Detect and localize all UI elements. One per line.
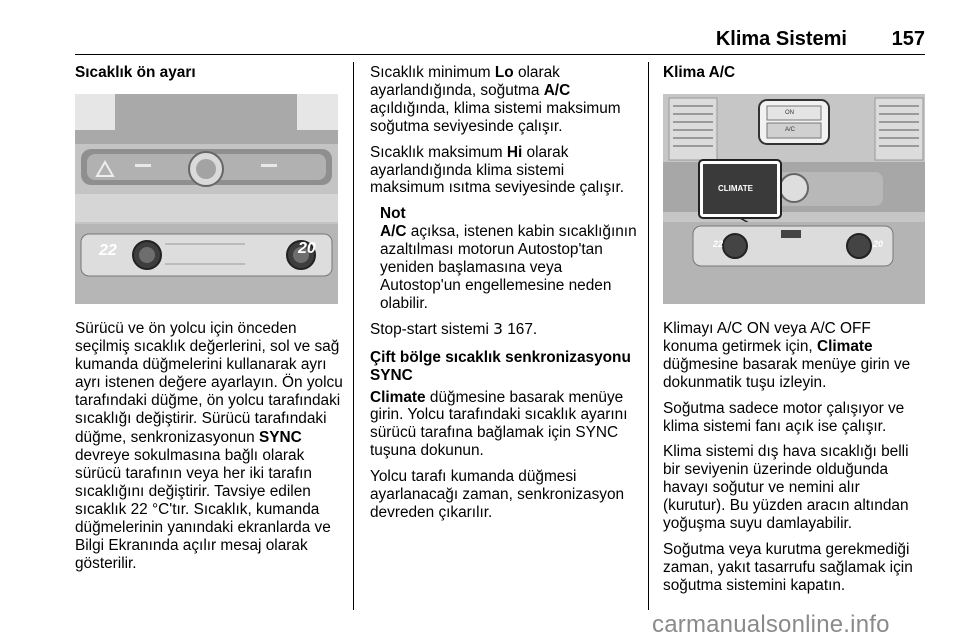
climate-label: Climate (370, 388, 426, 406)
column-1-body (75, 320, 345, 581)
chapter-title: Klima Sistemi (715, 28, 847, 50)
paragraph-max-temp (370, 144, 638, 198)
passenger-temp-display: 20 (873, 239, 884, 249)
column-3 (663, 64, 925, 90)
note-text: açıksa, istenen kabin sıcaklığının azaltılması motorun Autostop'tan yeniden başlamasına veya Autostop'un engellemesine neden olabilir. (380, 223, 637, 312)
footer-watermark: carmanualsonline.info (652, 611, 890, 638)
text-run: devreye sokulmasına bağlı olarak sürücü tarafının veya her iki tarafın sıcaklığını değiştirir. Tavsiye edilen sıcaklık 22 °C'tır. Sıcaklık, kumanda düğmelerinin yanındaki ekranlarda ve Bilgi Ekranında açılır mesaj olarak gösterilir. (75, 446, 331, 573)
text-run: olarak ayarlandığında klima sistemi maksimum ısıtma seviyesinde çalışır. (370, 143, 625, 197)
column-divider-left (353, 62, 354, 610)
reference-page[interactable]: 167. (502, 320, 538, 338)
on-button-label: ON (785, 110, 794, 116)
climate-ac-figure (663, 94, 925, 304)
text-run: düğmesine basarak menüye girin ve dokunmatik tuşu izleyin. (663, 355, 911, 391)
text-run: senkronizasyonun (130, 428, 259, 446)
sync-label: SYNC (258, 428, 302, 446)
temperature-knobs-illustration (75, 94, 338, 304)
column-2 (370, 64, 638, 530)
passenger-temp-display: 20 (298, 240, 316, 257)
text-run: Sürücü ve ön yolcu için önceden seçilmiş sıcaklık değerlerini, sol ve sağ kumanda düğmelerini kullanarak ayrı ayrı istenen değere ayarlayın. Ön yolcu tarafındaki düğme, ön yolcu tarafındaki sıcaklığı değiştirir. Sürücü tarafındaki düğme, (75, 320, 343, 446)
temperature-knobs-figure (75, 94, 338, 304)
paragraph-ac-dehumidify: Klima sistemi dış hava sıcaklığı belli bir seviyenin üzerinde olduğunda havayı soğutur ve nemini alır (kurutur). Bu yüzden aracın altından yoğuşma suyu damlayabilir. (663, 443, 909, 533)
driver-temp-display: 22 (99, 242, 117, 259)
column-1 (75, 64, 345, 90)
text-run: olarak ayarlandığında, soğutma (370, 64, 560, 99)
column-divider-right (648, 62, 649, 610)
ac-label: A/C (380, 223, 407, 241)
text-run: Sıcaklık maksimum (370, 143, 507, 161)
lo-label: Lo (494, 64, 514, 81)
paragraph-sync (370, 389, 638, 461)
ac-button-label: A/C (785, 127, 796, 133)
reference-arrow-icon: 3 (493, 319, 503, 338)
page-number: 157 (891, 28, 925, 50)
text-run: düğmesine basarak menüye girin. Yolcu tarafındaki sıcaklık ayarını sürücü tarafına bağlamak için SYNC tuşuna dokunun. (370, 388, 628, 460)
text-run: Stop-start sistemi (370, 320, 494, 338)
paragraph-temperature-adjust (75, 320, 345, 573)
column-3-body (663, 320, 925, 603)
text-run: açıldığında, klima sistemi maksimum soğutma seviyesinde çalışır. (370, 99, 621, 135)
hi-label: Hi (506, 143, 523, 161)
climate-touch-key-label: CLIMATE (718, 184, 753, 193)
section-heading-ac: Klima A/C (663, 64, 736, 81)
paragraph-min-temp (370, 64, 638, 136)
paragraph-ac-fuel-saving: Soğutma veya kurutma gerekmediği zaman, yakıt tasarrufu sağlamak için soğutma sistemini kapatın. (663, 540, 913, 594)
cross-reference (370, 321, 638, 339)
text-run: Sıcaklık minimum (370, 64, 495, 81)
climate-label: Climate (816, 337, 873, 355)
note-title: Not (380, 205, 406, 223)
paragraph-ac-condition: Soğutma sadece motor çalışıyor ve klima sistemi fanı açık ise çalışır. (663, 399, 905, 435)
paragraph-sync-off: Yolcu tarafı kumanda düğmesi ayarlanacağı zaman, senkronizasyon devreden çıkarılır. (370, 468, 625, 521)
ac-label: A/C (543, 81, 571, 99)
section-heading-sync: Çift bölge sıcaklık senkronizasyonu SYNC (370, 348, 631, 384)
driver-temp-display: 22 (713, 239, 724, 249)
paragraph-ac-toggle (663, 320, 925, 392)
note-box (380, 205, 638, 312)
text-run: Klimayı A/C ON veya A/C OFF konuma getirmek için, (663, 320, 871, 355)
climate-panel-illustration (663, 94, 925, 304)
page-header (75, 26, 925, 55)
section-heading-temperature-preset: Sıcaklık ön ayarı (75, 64, 196, 81)
